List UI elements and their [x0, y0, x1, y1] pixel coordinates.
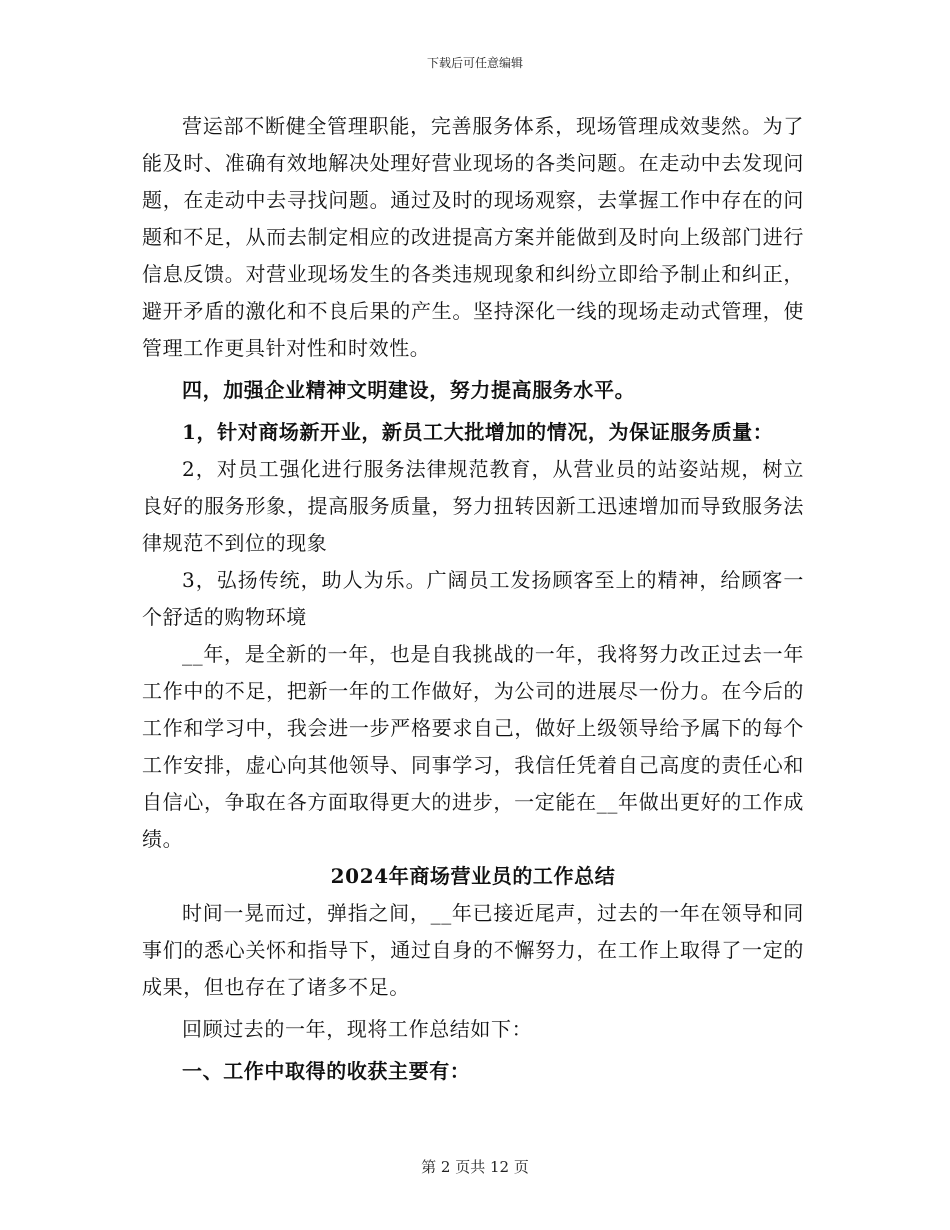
- paragraph-review: 回顾过去的一年，现将工作总结如下：: [182, 1017, 533, 1041]
- page-footer: 第 2 页共 12 页: [421, 1158, 529, 1176]
- section-heading-four: 四，加强企业精神文明建设，努力提高服务水平。: [182, 378, 636, 402]
- document-title: 2024年商场营业员的工作总结: [330, 864, 616, 888]
- document-body: [142, 108, 804, 1090]
- paragraph-operations: 营运部不断健全管理职能，完善服务体系，现场管理成效斐然。为了能及时、准确有效地解决处理好营业现场的各类问题。在走动中去发现问题，在走动中去寻找问题。通过及时的现场观察，去掌握工作中存在的问题和不足，从而去制定相应的改进提高方案并能做到及时向上级部门进行信息反馈。对营业现场发生的各类违规现象和纠纷立即给予制止和纠正，避开矛盾的激化和不良后果的产生。坚持深化一线的现场走动式管理，使管理工作更具针对性和时效性。: [142, 114, 804, 360]
- list-item-1: 1，针对商场新开业，新员工大批增加的情况，为保证服务质量：: [182, 420, 774, 444]
- page-header: 下载后可任意编辑: [426, 56, 523, 70]
- paragraph-intro: 时间一晃而过，弹指之间，__年已接近尾声，过去的一年在领导和同事们的悉心关怀和指导下，通过自身的不懈努力，在工作上取得了一定的成果，但也存在了诸多不足。: [142, 901, 804, 999]
- section-heading-one: 一、工作中取得的收获主要有：: [182, 1059, 471, 1083]
- paragraph-new-year: __年，是全新的一年，也是自我挑战的一年，我将努力改正过去一年工作中的不足，把新一年的工作做好，为公司的进展尽一份力。在今后的工作和学习中，我会进一步严格要求自己，做好上级领导给予属下的每个工作安排，虚心向其他领导、同事学习，我信任凭着自己高度的责任心和自信心，争取在各方面取得更大的进步，一定能在__年做出更好的工作成绩。: [142, 642, 804, 851]
- list-item-3: 3，弘扬传统，助人为乐。广阔员工发扬顾客至上的精神，给顾客一个舒适的购物环境: [142, 568, 804, 629]
- list-item-2: 2，对员工强化进行服务法律规范教育，从营业员的站姿站规，树立良好的服务形象，提高服务质量，努力扭转因新工迅速增加而导致服务法律规范不到位的现象: [142, 457, 804, 555]
